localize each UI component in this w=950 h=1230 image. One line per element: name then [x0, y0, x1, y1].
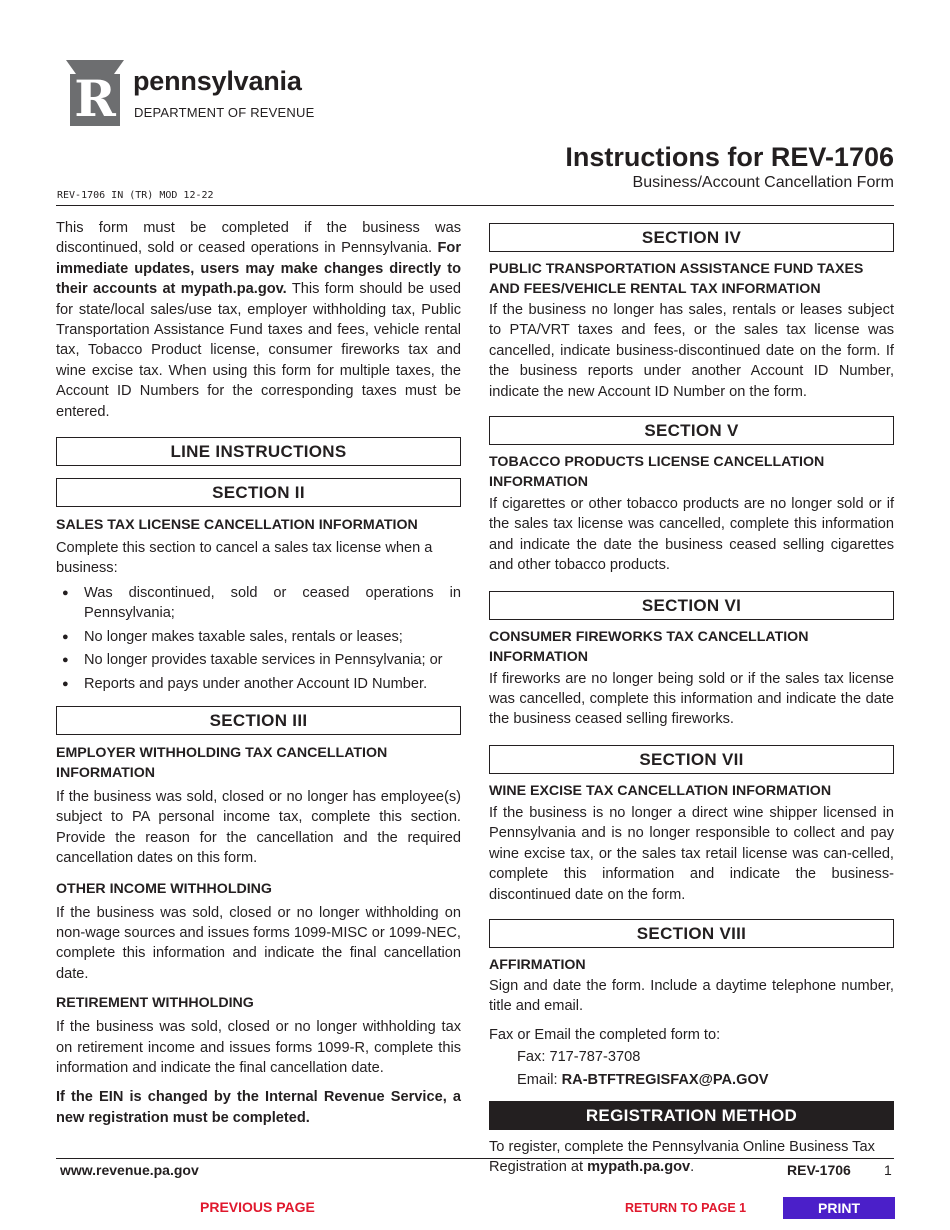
list-item: ● Reports and pays under another Account ID Number. — [56, 674, 461, 694]
section-6-heading: SECTION VI — [489, 591, 894, 620]
fax-intro: Fax or Email the completed form to: — [489, 1026, 721, 1043]
form-code: REV-1706 IN (TR) MOD 12-22 — [57, 190, 214, 201]
section-3-subhead: EMPLOYER WITHHOLDING TAX CANCELLATION INFORMATION — [56, 744, 388, 781]
section-5-heading: SECTION V — [489, 416, 894, 445]
section-7-text: If the business is no longer a direct wine shipper licensed in Pennsylvania and is no longer responsible to collect and pay wine excise tax, or the sales tax retail license was can-celled, complete this information and indicate the business-discontinued date on the form. — [489, 804, 894, 903]
retirement-text: If the business was sold, closed or no longer withholding tax on retirement income and issues forms 1099-R, complete this information and indicate the final cancellation date. — [56, 1019, 461, 1076]
section-6-subhead: CONSUMER FIREWORKS TAX CANCELLATION INFORMATION — [489, 628, 809, 665]
section-3-heading: SECTION III — [56, 706, 461, 735]
left-column — [56, 218, 461, 1128]
section-7-subhead: WINE EXCISE TAX CANCELLATION INFORMATION — [489, 782, 832, 799]
brand-name: pennsylvania — [133, 66, 302, 96]
section-7-heading: SECTION VII — [489, 745, 894, 774]
header-divider — [56, 205, 894, 206]
other-income-text: If the business was sold, closed or no longer withholding on non-wage sources and issues forms 1099-MISC or 1099-NEC, complete this information and indicate the final cancellation date. — [56, 904, 461, 982]
list-item: ● No longer makes taxable sales, rentals or leases; — [56, 627, 461, 647]
footer-form-number: REV-1706 — [787, 1162, 851, 1178]
section-8-heading: SECTION VIII — [489, 919, 894, 948]
retirement-subhead: RETIREMENT WITHHOLDING — [56, 995, 254, 1012]
registration-link[interactable]: mypath.pa.gov — [587, 1159, 691, 1176]
brand-department: DEPARTMENT OF REVENUE — [134, 105, 315, 120]
print-button[interactable]: PRINT — [783, 1197, 895, 1219]
list-item: ● No longer provides taxable services in Pennsylvania; or — [56, 650, 461, 670]
section-4-subhead: PUBLIC TRANSPORTATION ASSISTANCE FUND TAXES AND FEES/VEHICLE RENTAL TAX INFORMATION — [489, 261, 864, 297]
email-label: Email: — [517, 1071, 558, 1088]
ein-note: If the EIN is changed by the Internal Revenue Service, a new registration must be completed. — [56, 1089, 461, 1126]
affirmation-subhead: AFFIRMATION — [489, 956, 586, 973]
logo-letter: R — [74, 69, 116, 126]
fax-line — [489, 1047, 894, 1067]
previous-page-link[interactable]: PREVIOUS PAGE — [200, 1199, 315, 1215]
section-2-subhead: SALES TAX LICENSE CANCELLATION INFORMATION — [56, 517, 418, 534]
registration-text: To register, complete the Pennsylvania Online Business Tax Registration at mypath.pa.gov. — [489, 1138, 875, 1176]
section-2-text: Complete this section to cancel a sales tax license when a business: — [56, 540, 433, 577]
right-column — [489, 223, 894, 1178]
page-number: 1 — [884, 1162, 892, 1178]
intro-bold-note: For immediate updates, users may make changes directly to their accounts at mypath.pa.gov. — [56, 240, 461, 298]
section-5-text: If cigarettes or other tobacco products are no longer sold or if the sales tax license was cancelled, complete this information and indicate the date the business ceased selling cigarettes and other tobacco products. — [489, 496, 894, 574]
footer-divider — [56, 1158, 894, 1159]
keystone-logo — [64, 60, 126, 126]
intro-paragraph: This form must be completed if the business was discontinued, sold or ceased operations in Pennsylvania. For immediate updates, users may make changes directly to their accounts at mypath.pa.gov. This form should be used for state/local sales/use tax, employer withholding tax, Public Transportation Assistance Fund taxes and fees, vehicle rental tax, Tobacco Product license, consumer fireworks tax and wine excise tax. When using this form for multiple taxes, the Account ID Numbers for the corresponding taxes must be entered. — [56, 220, 461, 420]
section-6-text: If fireworks are no longer being sold or if the sales tax license was cancelled, complete this information and indicate the date the business ceased selling fireworks. — [489, 670, 894, 728]
section-5-subhead: TOBACCO PRODUCTS LICENSE CANCELLATION INFORMATION — [489, 454, 825, 491]
fax-number: 717-787-3708 — [549, 1049, 641, 1066]
section-2-bullet-list — [56, 583, 461, 694]
email-address[interactable]: RA-BTFTREGISFAX@PA.GOV — [561, 1071, 769, 1088]
return-to-page-1-link[interactable]: RETURN TO PAGE 1 — [625, 1201, 747, 1215]
footer-website: www.revenue.pa.gov — [60, 1162, 199, 1178]
fax-label: Fax: — [517, 1049, 546, 1066]
line-instructions-heading: LINE INSTRUCTIONS — [56, 437, 461, 466]
document-title: Instructions for REV-1706 — [565, 142, 894, 172]
section-2-heading: SECTION II — [56, 478, 461, 507]
email-line — [489, 1070, 894, 1090]
section-3-text: If the business was sold, closed or no longer has employee(s) subject to PA personal income tax, complete this section. Provide the reason for the cancellation and the required cancellation dates on this form. — [56, 788, 461, 867]
document-subtitle: Business/Account Cancellation Form — [632, 174, 894, 191]
affirmation-text: Sign and date the form. Include a daytime telephone number, title and email. — [489, 977, 894, 1015]
list-item: ● Was discontinued, sold or ceased operations in Pennsylvania; — [56, 583, 461, 624]
section-4-heading: SECTION IV — [489, 223, 894, 252]
other-income-subhead: OTHER INCOME WITHHOLDING — [56, 880, 272, 897]
section-4-text: If the business no longer has sales, rentals or leases subject to PTA/VRT taxes and fees, or the sales tax license was cancelled, indicate business-discontinued date on the form. If the business reports under another Account ID Number, indicate the new Account ID Number on the form. — [489, 302, 894, 400]
registration-method-heading: REGISTRATION METHOD — [489, 1101, 894, 1130]
